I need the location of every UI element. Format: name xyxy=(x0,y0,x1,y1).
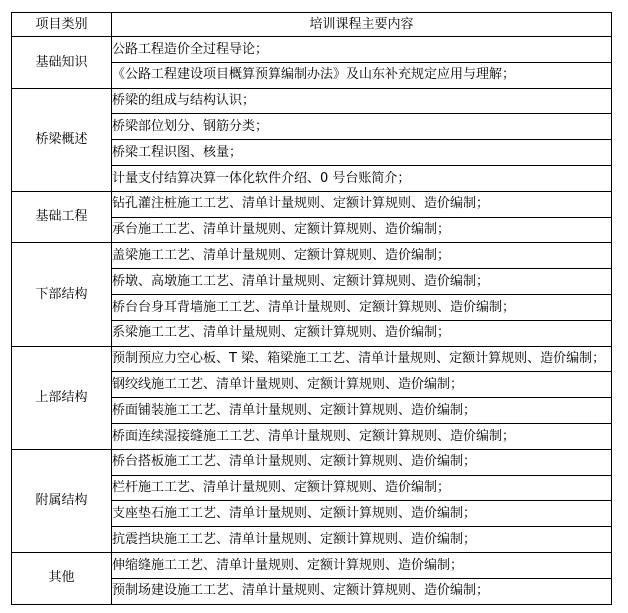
header-row xyxy=(12,13,612,37)
content-cell: 预制预应力空心板、T 梁、箱梁施工工艺、清单计量规则、定额计算规则、造价编制； xyxy=(112,346,612,372)
content-cell: 栏杆施工工艺、清单计量规则、定额计算规则、造价编制； xyxy=(112,475,612,501)
table-row xyxy=(12,449,612,475)
table-row xyxy=(12,88,612,114)
content-cell: 承台施工工艺、清单计量规则、定额计算规则、造价编制； xyxy=(112,217,612,243)
category-cell: 上部结构 xyxy=(12,346,112,449)
content-cell: 桥面铺装施工工艺、清单计量规则、定额计算规则、造价编制； xyxy=(112,398,612,424)
content-cell: 系梁施工工艺、清单计量规则、定额计算规则、造价编制； xyxy=(112,320,612,346)
content-cell: 伸缩缝施工工艺、清单计量规则、定额计算规则、造价编制； xyxy=(112,552,612,578)
category-cell: 附属结构 xyxy=(12,449,112,552)
content-cell: 桥台搭板施工工艺、清单计量规则、定额计算规则、造价编制； xyxy=(112,449,612,475)
category-cell: 基础知识 xyxy=(12,37,112,89)
header-category-cell: 项目类别 xyxy=(12,13,112,37)
category-cell: 基础工程 xyxy=(12,191,112,243)
content-cell: 桥梁工程识图、核量； xyxy=(112,140,612,166)
content-cell: 抗震挡块施工工艺、清单计量规则、定额计算规则、造价编制； xyxy=(112,527,612,553)
header-content-cell: 培训课程主要内容 xyxy=(112,13,612,37)
content-cell: 桥梁的组成与结构认识； xyxy=(112,88,612,114)
table-row xyxy=(12,243,612,269)
content-cell: 桥墩、高墩施工工艺、清单计量规则、定额计算规则、造价编制； xyxy=(112,269,612,295)
content-cell: 预制场建设施工工艺、清单计量规则、定额计算规则、造价编制； xyxy=(112,578,612,604)
training-course-table xyxy=(11,12,612,605)
content-cell: 钢绞线施工工艺、清单计量规则、定额计算规则、造价编制； xyxy=(112,372,612,398)
table-row xyxy=(12,37,612,63)
content-cell: 钻孔灌注桩施工工艺、清单计量规则、定额计算规则、造价编制； xyxy=(112,191,612,217)
content-cell: 支座垫石施工工艺、清单计量规则、定额计算规则、造价编制； xyxy=(112,501,612,527)
content-cell: 桥面连续湿接缝施工工艺、清单计量规则、定额计算规则、造价编制； xyxy=(112,423,612,449)
content-cell: 桥梁部位划分、钢筋分类； xyxy=(112,114,612,140)
content-cell: 《公路工程建设项目概算预算编制办法》及山东补充规定应用与理解； xyxy=(112,62,612,88)
content-cell: 盖梁施工工艺、清单计量规则、定额计算规则、造价编制； xyxy=(112,243,612,269)
category-cell: 桥梁概述 xyxy=(12,88,112,191)
table-row xyxy=(12,191,612,217)
content-cell: 计量支付结算决算一体化软件介绍、0 号台账简介； xyxy=(112,165,612,191)
table-body xyxy=(12,37,612,605)
category-cell: 下部结构 xyxy=(12,243,112,346)
table-row xyxy=(12,552,612,578)
table-row xyxy=(12,346,612,372)
content-cell: 桥台台身耳背墙施工工艺、清单计量规则、定额计算规则、造价编制； xyxy=(112,294,612,320)
content-cell: 公路工程造价全过程导论； xyxy=(112,37,612,63)
category-cell: 其他 xyxy=(12,552,112,604)
